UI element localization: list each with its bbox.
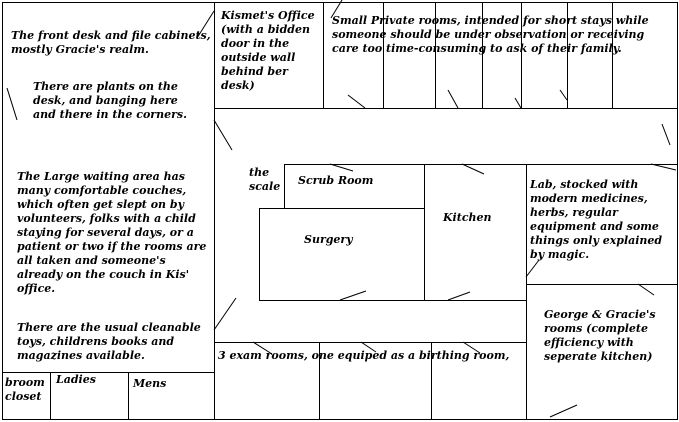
door-mark — [662, 124, 670, 145]
broom-closet-label: broom closet — [5, 376, 45, 403]
ladies-restroom-label: Ladies — [56, 373, 96, 386]
door-mark — [550, 405, 577, 417]
door-mark — [448, 90, 458, 108]
surgery-label: Surgery — [304, 233, 353, 246]
door-mark — [7, 88, 17, 120]
lab-label: Lab, stocked with modern medicines, herbs, regular equipment and some things only explained by magic. — [530, 178, 663, 261]
door-mark — [340, 291, 366, 300]
kitchen-label: Kitchen — [443, 211, 492, 224]
surgery-walls — [260, 209, 425, 301]
toys-note: There are the usual cleanable toys, childrens books and magazines available. — [17, 321, 201, 362]
front-desk-label: The front desk and file cabinets, mostly Gracie's realm. — [11, 29, 211, 56]
door-mark — [462, 164, 484, 174]
door-mark — [214, 120, 232, 150]
mens-restroom-label: Mens — [133, 377, 167, 390]
door-mark — [515, 98, 521, 108]
door-mark — [526, 260, 539, 277]
waiting-area-label: The Large waiting area has many comfortable couches, which often get slept on by volunteers, folks with a child staying for several days, or a patient or two if the rooms are all taken and someone's already on the couch in Kis' office. — [17, 170, 207, 295]
exam-rooms-label: 3 exam rooms, one equiped as a birthing room, — [218, 349, 510, 362]
kismet-office-label: Kismet's Office (with a bidden door in the outside wall behind ber desk) — [221, 9, 315, 92]
door-mark — [348, 95, 365, 108]
plants-note: There are plants on the desk, and banging here and there in the corners. — [33, 80, 187, 121]
scrub-room-label: Scrub Room — [298, 174, 374, 187]
door-mark — [560, 90, 567, 100]
kitchen-walls — [425, 165, 527, 301]
private-rooms-label: Small Private rooms, intended for short stays while someone should be under observation or receiving care too time-consuming to ask of their family. — [332, 14, 649, 55]
scale-label: the scale — [249, 166, 281, 193]
door-mark — [638, 284, 654, 295]
door-mark — [214, 298, 236, 330]
door-mark — [330, 164, 353, 171]
living-quarters-label: George & Gracie's rooms (complete efficiency with seperate kitchen) — [544, 308, 656, 363]
door-mark — [448, 292, 470, 300]
